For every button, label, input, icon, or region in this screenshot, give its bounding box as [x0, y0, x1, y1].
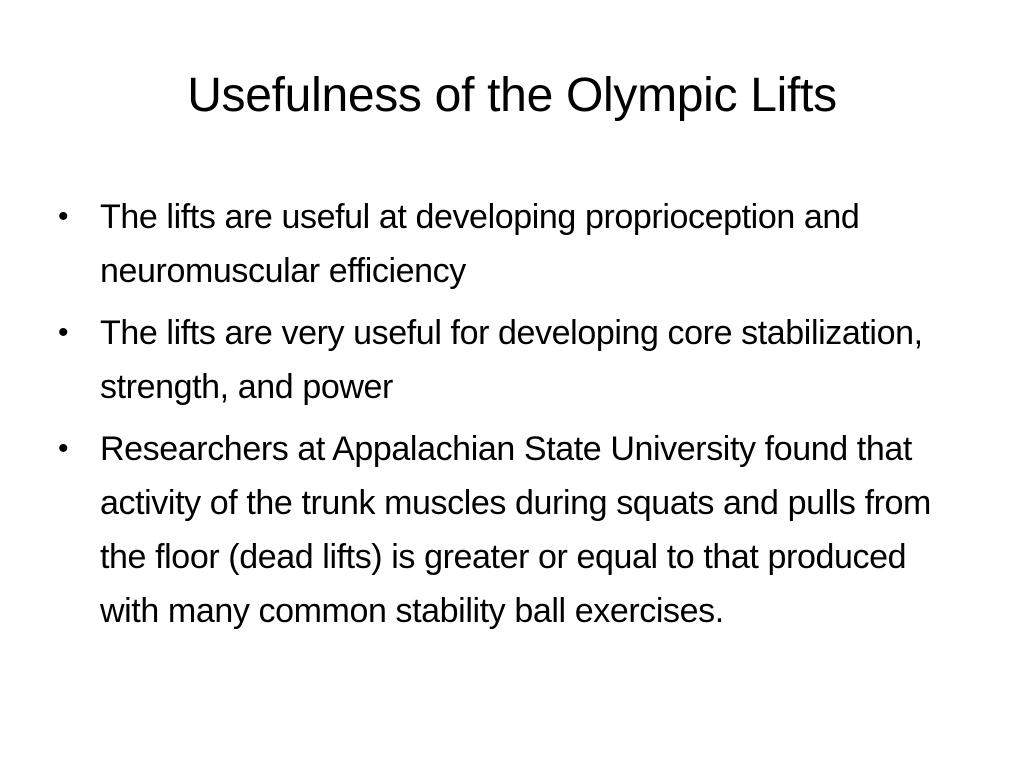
- bullet-item: [58, 306, 970, 414]
- bullet-list: [58, 190, 970, 646]
- bullet-text: Researchers at Appalachian State University found that activity of the trunk muscles during squats and pulls from the floor (dead lifts) is greater or equal to that produced with many common stability ball exercises.: [100, 430, 931, 630]
- bullet-icon: •: [58, 316, 69, 349]
- bullet-text: The lifts are very useful for developing core stabilization, strength, and power: [100, 314, 923, 406]
- bullet-item: [58, 190, 970, 298]
- slide-title: Usefulness of the Olympic Lifts: [187, 69, 837, 122]
- bullet-icon: •: [58, 432, 69, 465]
- bullet-item: [58, 422, 970, 638]
- bullet-icon: •: [58, 200, 69, 233]
- bullet-text: The lifts are useful at developing proprioception and neuromuscular efficiency: [100, 198, 860, 290]
